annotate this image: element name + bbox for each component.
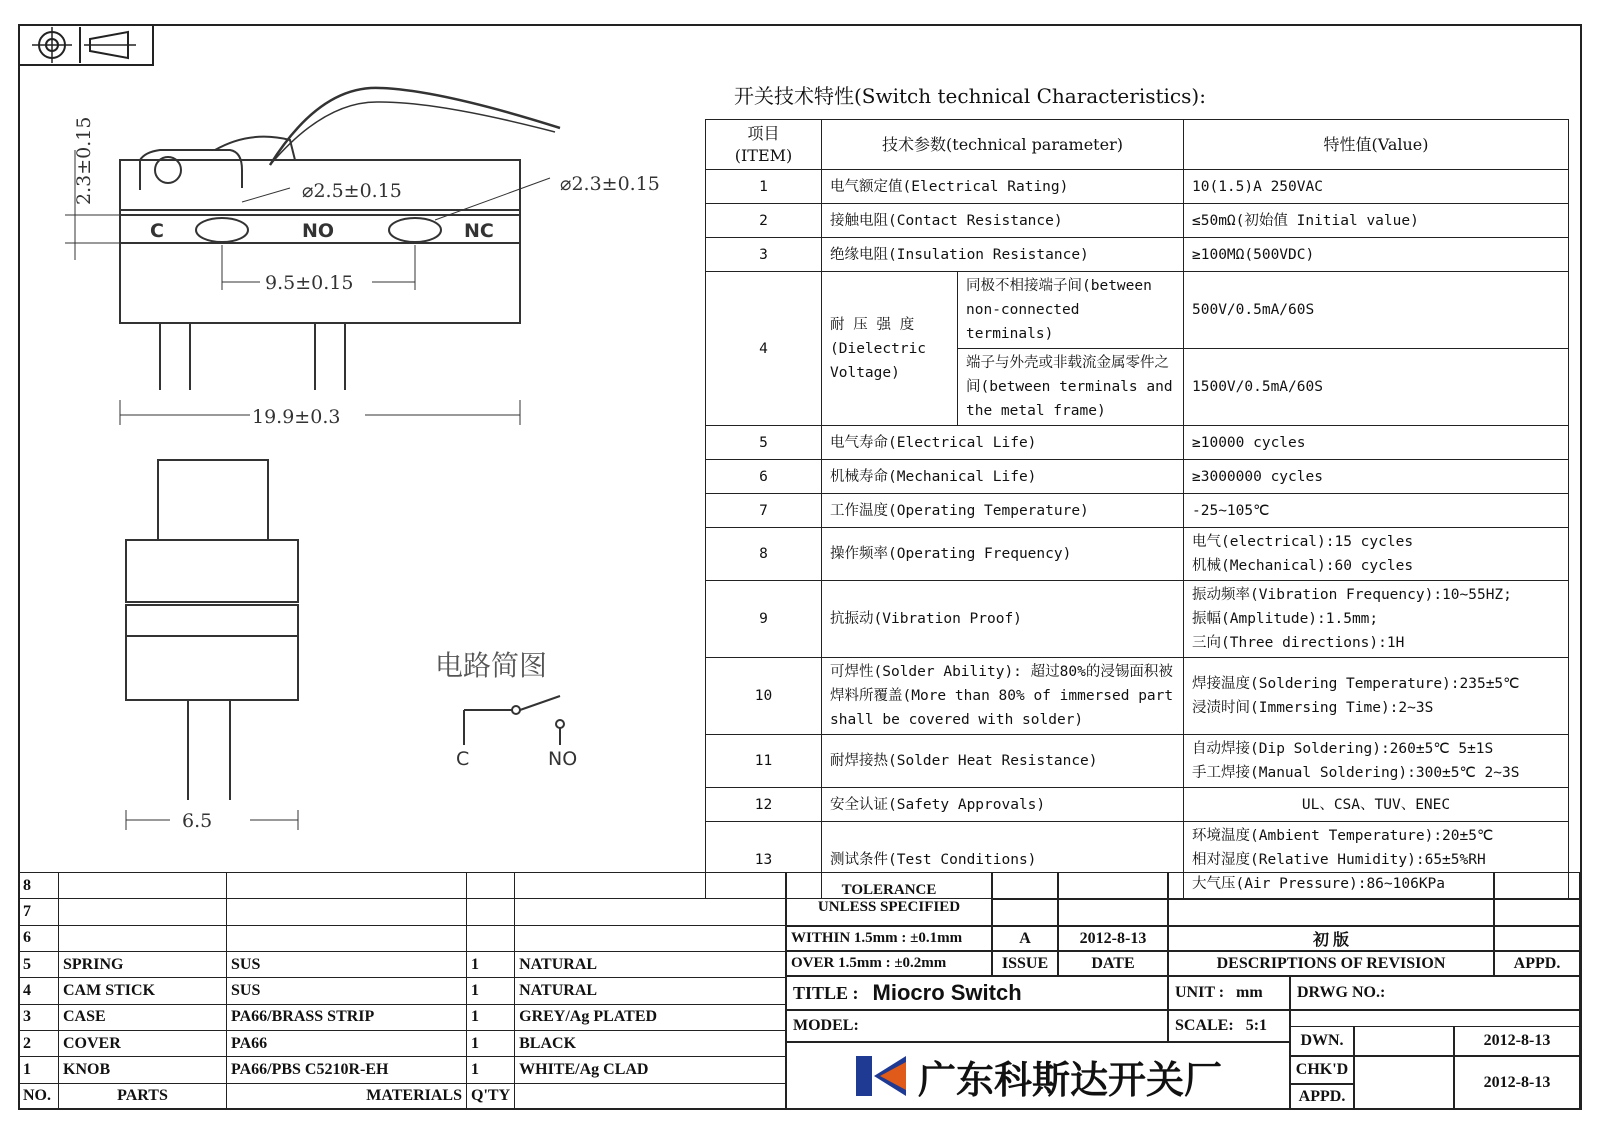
circuit-c-label: C — [456, 748, 470, 770]
first-angle-projection-icon — [18, 24, 154, 66]
model-cell: MODEL: — [786, 1010, 1168, 1042]
spec-header-item: 项目 (ITEM) — [706, 120, 822, 170]
dim-width: 6.5 — [182, 810, 213, 832]
scale-label: SCALE: — [1175, 1017, 1234, 1034]
spec-header-value: 特性值(Value) — [1184, 120, 1569, 170]
bom-row: 1 KNOB PA66/PBS C5210R-EH 1 WHITE/Ag CLAD — [19, 1057, 786, 1083]
unit-label: UNIT : — [1175, 984, 1225, 1001]
table-row: 3 绝缘电阻(Insulation Resistance) ≥100MΩ(500VDC) — [706, 238, 1569, 272]
chkd-name — [1354, 1056, 1454, 1110]
title-label: TITLE : — [793, 982, 859, 1003]
dwn-name — [1354, 1026, 1454, 1056]
table-row: 11 耐焊接热(Solder Heat Resistance) 自动焊接(Dip Soldering):260±5℃ 5±1S 手工焊接(Manual Soldering):300±5℃ 2~3S — [706, 735, 1569, 788]
table-row: 2 接触电阻(Contact Resistance) ≤50mΩ(初始值 Initial value) — [706, 204, 1569, 238]
switch-drawing — [20, 70, 710, 860]
rev-blank-3 — [1168, 872, 1494, 899]
appd-label: APPD. — [1494, 951, 1580, 976]
dim-pitch: 9.5±0.15 — [265, 272, 354, 294]
table-row: 13 测试条件(Test Conditions) 环境温度(Ambient Temperature):20±5℃ 相对湿度(Relative Humidity):65±5%RH 大气压(Air Pressure):86~106KPa — [706, 822, 1569, 899]
title-cell — [786, 976, 1168, 1010]
dim-terminal-hole: ⌀2.5±0.15 — [302, 180, 402, 202]
company-cell — [786, 1042, 1290, 1110]
table-row: 7 工作温度(Operating Temperature) -25~105℃ — [706, 494, 1569, 528]
dim-mount-hole: ⌀2.3±0.15 — [560, 173, 660, 195]
bom-row: 2 COVER PA66 1 BLACK — [19, 1030, 786, 1056]
dwn-label: DWN. — [1290, 1026, 1354, 1056]
table-row: 10 可焊性(Solder Ability): 超过80%的浸锡面积被焊料所覆盖(More than 80% of immersed part shall be covered with solder) 焊接温度(Soldering Temperature):235±5℃ 浸渍时间(Immersing Time):2~3S — [706, 658, 1569, 735]
chkd-date: 2012-8-13 — [1454, 1056, 1580, 1110]
company-logo-icon — [854, 1054, 910, 1098]
bom-row: 6 — [19, 925, 786, 951]
rev-blank-5 — [992, 899, 1058, 926]
unit-value: mm — [1236, 984, 1263, 1001]
bom-row: 7 — [19, 899, 786, 925]
bom-row: 5 SPRING SUS 1 NATURAL — [19, 951, 786, 977]
bom-row: 3 CASE PA66/BRASS STRIP 1 GREY/Ag PLATED — [19, 1004, 786, 1030]
table-row: 12 安全认证(Safety Approvals) UL、CSA、TUV、ENEC — [706, 788, 1569, 822]
drwg-no-cell: DRWG NO.: — [1290, 976, 1580, 1010]
unit-cell — [1168, 976, 1290, 1010]
dim-height: 2.3±0.15 — [73, 116, 95, 205]
bom-header: NO. PARTS MATERIALS Q'TY — [19, 1083, 786, 1109]
table-row: 6 机械寿命(Mechanical Life) ≥3000000 cycles — [706, 460, 1569, 494]
tolerance-within: WITHIN 1.5mm : ±0.1mm — [786, 926, 992, 951]
spec-header-param: 技术参数(technical parameter) — [822, 120, 1184, 170]
spec-title: 开关技术特性(Switch technical Characteristics): — [734, 84, 1206, 108]
table-row: 8 操作频率(Operating Frequency) 电气(electrical):15 cycles 机械(Mechanical):60 cycles — [706, 528, 1569, 581]
circuit-no-label: NO — [548, 748, 578, 770]
date-label: DATE — [1058, 951, 1168, 976]
drwg-no-space — [1290, 1010, 1580, 1026]
rev-description: 初 版 — [1168, 926, 1494, 951]
table-row: 1 电气额定值(Electrical Rating) 10(1.5)A 250VAC — [706, 170, 1569, 204]
dim-length: 19.9±0.3 — [252, 406, 341, 428]
bom-row: 4 CAM STICK SUS 1 NATURAL — [19, 978, 786, 1004]
rev-issue: A — [992, 926, 1058, 951]
table-row: 端子与外壳或非载流金属零件之间(between terminals and the metal frame) 1500V/0.5mA/60S — [706, 349, 1569, 426]
desc-label: DESCRIPTIONS OF REVISION — [1168, 951, 1494, 976]
table-row: 9 抗振动(Vibration Proof) 振动频率(Vibration Frequency):10~55HZ; 振幅(Amplitude):1.5mm; 三向(Three directions):1H — [706, 581, 1569, 658]
rev-blank-2 — [1058, 872, 1168, 899]
projection-symbol — [18, 24, 154, 66]
company-name: 广东科斯达开关厂 — [917, 1057, 1222, 1102]
switch-outline-drawing — [20, 70, 710, 860]
spec-table — [705, 119, 1569, 899]
issue-label: ISSUE — [992, 951, 1058, 976]
tolerance-over: OVER 1.5mm : ±0.2mm — [786, 951, 992, 976]
scale-cell — [1168, 1010, 1290, 1042]
terminal-c-label: C — [150, 220, 164, 242]
bom-table — [18, 872, 786, 1110]
table-row: 5 电气寿命(Electrical Life) ≥10000 cycles — [706, 426, 1569, 460]
rev-date: 2012-8-13 — [1058, 926, 1168, 951]
chkd-label: CHK'D — [1290, 1056, 1354, 1084]
dwn-date: 2012-8-13 — [1454, 1026, 1580, 1056]
bom-row: 8 — [19, 873, 786, 899]
title-block — [786, 872, 1582, 1110]
rev-appd — [1494, 926, 1580, 951]
rev-blank-1 — [992, 872, 1058, 899]
table-row: 4 耐 压 强 度 (Dielectric Voltage) 同极不相接端子间(between non-connected terminals) 500V/0.5mA/60S — [706, 272, 1569, 349]
rev-blank-8 — [1494, 899, 1580, 926]
title-value: Miocro Switch — [872, 980, 1022, 1005]
tolerance-note: TOLERANCE UNLESS SPECIFIED — [786, 872, 992, 926]
appd2-label: APPD. — [1290, 1084, 1354, 1110]
terminal-no-label: NO — [302, 220, 335, 242]
rev-blank-7 — [1168, 899, 1494, 926]
scale-value: 5:1 — [1245, 1017, 1268, 1034]
rev-blank-4 — [1494, 872, 1580, 899]
rev-blank-6 — [1058, 899, 1168, 926]
circuit-title: 电路简图 — [435, 649, 548, 682]
terminal-nc-label: NC — [464, 220, 494, 242]
